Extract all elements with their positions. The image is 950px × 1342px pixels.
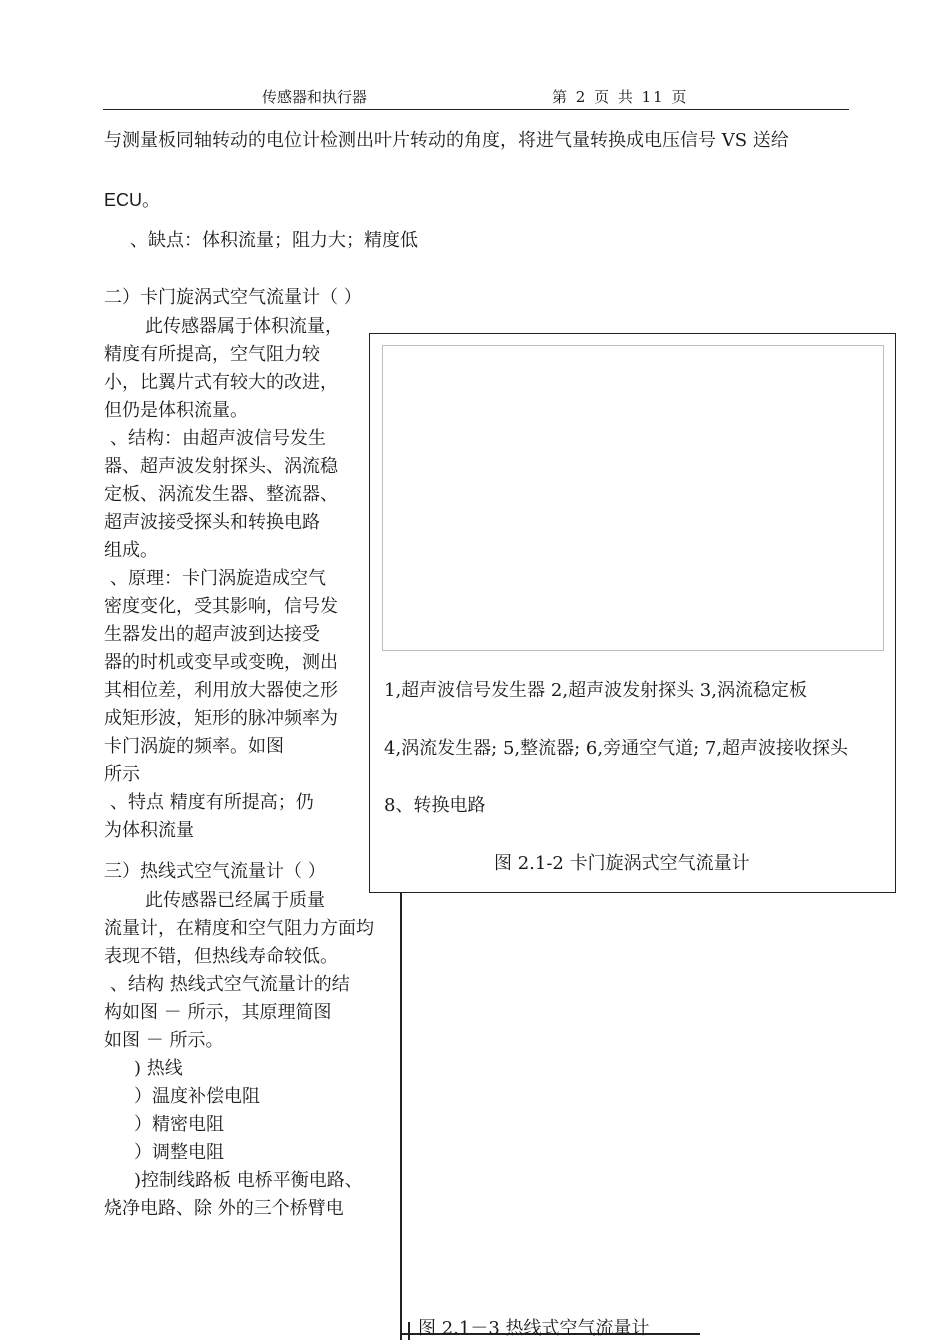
- header-divider: [103, 109, 849, 110]
- intro-line-1: 与测量板同轴转动的电位计检测出叶片转动的角度，将进气量转换成电压信号 VS 送给: [104, 130, 789, 151]
- figure-2-1-2-caption: 图 2.1-2 卡门旋涡式空气流量计: [494, 853, 750, 874]
- section-2-line: 生器发出的超声波到达接受: [104, 624, 320, 645]
- section-3-line: ) 热线: [134, 1058, 183, 1079]
- section-2-body: [104, 313, 343, 845]
- section-2-line: 此传感器属于体积流量，: [145, 316, 343, 337]
- section-3-line: 构如图 － 所示，其原理简图: [104, 1002, 332, 1023]
- section-2-line: 、原理：卡门涡旋造成空气: [110, 568, 326, 589]
- section-3-line: 流量计，在精度和空气阻力方面均: [104, 918, 374, 939]
- figure-2-1-2-legend-line-3: 8、转换电路: [384, 795, 486, 816]
- figure-2-1-3-inner-tick: [408, 1322, 410, 1340]
- figure-2-1-2-image-placeholder: [382, 345, 884, 651]
- section-3-line: 如图 － 所示。: [104, 1030, 224, 1051]
- section-2-line: 其相位差，利用放大器使之形: [104, 680, 338, 701]
- drawbacks-line: 、缺点：体积流量；阻力大；精度低: [130, 230, 418, 251]
- section-3-line: )控制线路板 电桥平衡电路、: [134, 1170, 363, 1191]
- figure-2-1-2-legend-line-2: 4,涡流发生器; 5,整流器; 6,旁通空气道; 7,超声波接收探头: [384, 738, 849, 759]
- section-2-line: 卡门涡旋的频率。如图: [104, 736, 284, 757]
- section-2-heading: 二）卡门旋涡式空气流量计（ ）: [104, 287, 362, 308]
- section-2-line: 小，比翼片式有较大的改进，: [104, 372, 338, 393]
- section-3-line: ）精密电阻: [134, 1114, 224, 1135]
- header-title: 传感器和执行器: [262, 88, 368, 106]
- section-2-line: 器的时机或变早或变晚，测出: [104, 652, 338, 673]
- section-2-line: 定板、涡流发生器、整流器、: [104, 484, 338, 505]
- section-2-line: 但仍是体积流量。: [104, 400, 248, 421]
- section-3-line: ）调整电阻: [134, 1142, 224, 1163]
- section-2-line: 、特点 精度有所提高；仍: [110, 792, 314, 813]
- section-2-line: 精度有所提高，空气阻力较: [104, 344, 320, 365]
- intro-line-2: ECU。: [104, 190, 161, 210]
- section-2-line: 组成。: [104, 540, 158, 561]
- section-3-body: [104, 887, 374, 1223]
- section-3-line: ）温度补偿电阻: [134, 1086, 260, 1107]
- section-2-line: 成矩形波，矩形的脉冲频率为: [104, 708, 338, 729]
- figure-2-1-2-legend-line-1: 1,超声波信号发生器 2,超声波发射探头 3,涡流稳定板: [384, 680, 807, 701]
- figure-2-1-3-caption: 图 2.1－3 热线式空气流量计: [418, 1318, 650, 1339]
- section-2-line: 超声波接受探头和转换电路: [104, 512, 320, 533]
- section-2-line: 所示: [104, 764, 140, 785]
- section-3-line: 、结构 热线式空气流量计的结: [110, 974, 350, 995]
- section-2-line: 器、超声波发射探头、涡流稳: [104, 456, 338, 477]
- section-3-line: 烧净电路、除 外的三个桥臂电: [104, 1198, 344, 1219]
- section-3-line: 表现不错，但热线寿命较低。: [104, 946, 338, 967]
- section-2-line: 密度变化，受其影响，信号发: [104, 596, 338, 617]
- header-page-info: 第 2 页 共 11 页: [552, 88, 689, 106]
- section-2-line: 、结构：由超声波信号发生: [110, 428, 326, 449]
- section-2-line: 为体积流量: [104, 820, 194, 841]
- figure-2-1-3-left-border: [400, 893, 402, 1340]
- section-3-heading: 三）热线式空气流量计（ ）: [104, 861, 326, 882]
- section-3-line: 此传感器已经属于质量: [145, 890, 325, 911]
